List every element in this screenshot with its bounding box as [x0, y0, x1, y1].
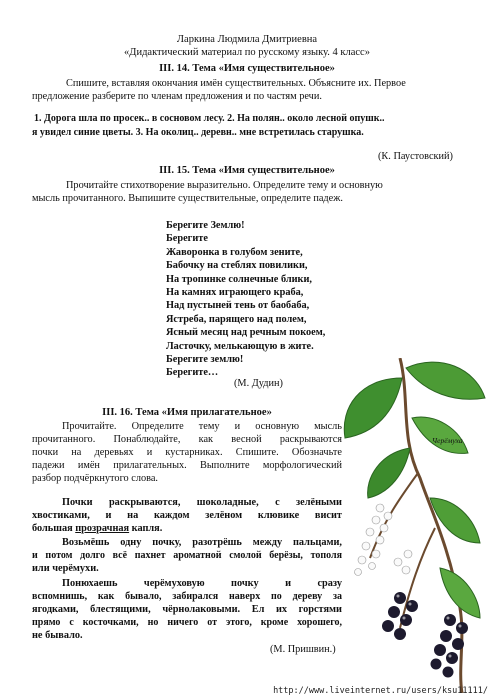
ex16-task-line: почки на деревьях и кустарниках. Спишите. Обозначьте	[32, 447, 342, 458]
header-subtitle: «Дидактический материал по русскому языку. 4 класс»	[124, 47, 370, 58]
poem-line: Берегите…	[166, 367, 219, 379]
footer-url[interactable]: http://www.liveinternet.ru/users/ksu11111/	[273, 686, 488, 696]
poem-line: Жаворонка в голубом зените,	[166, 246, 303, 258]
ex16-text-line	[32, 522, 342, 535]
ex16-task-line: прочитанного. Понаблюдайте, как весной раскрываются	[32, 434, 342, 445]
ex16-text-line: прямо с косточками, но ничего от этого, кроме хорошего,	[32, 617, 342, 628]
poem-line: Бабочку на стеблях повилики,	[166, 260, 308, 272]
ex16-text-fragment: большая	[32, 523, 76, 534]
ex16-author: (М. Пришвин.)	[270, 644, 336, 655]
ex14-task-line2: предложение разберите по членам предложения и по частям речи.	[32, 91, 322, 102]
poem-line: На камнях играющего краба,	[166, 287, 304, 299]
ex15-title: III. 15. Тема «Имя существительное»	[159, 165, 335, 176]
ex14-author: (К. Паустовский)	[378, 151, 453, 162]
berry-cluster	[382, 592, 468, 678]
poem-line: Ласточку, мелькающую в жите.	[166, 340, 314, 352]
leaf	[368, 448, 410, 498]
ex16-text-line: Почки раскрываются, шоколадные, с зелёными	[62, 497, 342, 508]
ex16-task-line: разбор подчёркнутого слова.	[32, 473, 158, 484]
poem-line: Берегите землю!	[166, 354, 244, 366]
ex15-task-line2: мысль прочитанного. Выпишите существительные, определите падеж.	[32, 193, 343, 204]
leaf	[430, 498, 480, 543]
ex16-task-line: падежи имён прилагательных. Выполните морфологический	[32, 460, 342, 471]
ex14-task-line1: Спишите, вставляя окончания имён существительных. Объясните их. Первое	[66, 78, 406, 89]
branch	[400, 528, 435, 628]
ex16-text-line: хвостиками, и на каждом зелёном клювике висит	[32, 510, 342, 521]
ex14-title: III. 14. Тема «Имя существительное»	[159, 63, 335, 74]
illustration-label: Черёмуха	[432, 436, 463, 445]
ex14-text-line1: 1. Дорога шла по просек.. в сосновом лесу. 2. На полян.. около лесной опушк..	[34, 113, 385, 124]
poem-line: Ястреба, парящего над полем,	[166, 313, 307, 325]
poem-line: Берегите	[166, 233, 208, 245]
ex16-text-line: вспомнишь, как бывало, забирался наверх по дереву за	[32, 591, 342, 602]
poem-line: Над пустыней тень от баобаба,	[166, 300, 310, 312]
ex15-author: (М. Дудин)	[234, 378, 283, 389]
ex16-task-line: Прочитайте. Определите тему и основную мысль	[62, 421, 342, 432]
flower-cluster	[355, 504, 413, 576]
ex16-text-line: ягодками, блестящими, чёрнолаковыми. Ел их горстями	[32, 604, 342, 615]
ex16-text-line: Возьмёшь одну почку, разотрёшь между пальцами,	[62, 537, 342, 548]
header-author: Ларкина Людмила Дмитриевна	[176, 34, 318, 45]
ex16-text-line: и потом долго всё пахнет ароматной смолой берёзы, тополя	[32, 550, 342, 561]
ex16-title: III. 16. Тема «Имя прилагательное»	[102, 407, 272, 418]
bird-cherry-illustration	[340, 358, 490, 693]
poem-line: Берегите Землю!	[166, 220, 245, 231]
ex16-text-line: не бывало.	[32, 630, 83, 641]
ex14-text-line2: я увидел синие цветы. 3. На околиц.. деревн.. мне встретилась старушка.	[32, 127, 364, 138]
poem	[166, 219, 366, 380]
poem-line: На тропинке солнечные блики,	[166, 273, 312, 285]
poem-line: Ясный месяц над речным покоем,	[166, 327, 326, 339]
ex15-task-line1: Прочитайте стихотворение выразительно. Определите тему и основную	[66, 180, 383, 191]
leaf	[344, 378, 402, 438]
ex16-text-line: Понюхаешь черёмуховую почку и сразу	[62, 578, 342, 589]
ex16-text-fragment: капля.	[129, 523, 163, 534]
underlined-word: прозрачная	[75, 523, 130, 534]
ex16-text-line: или черёмухи.	[32, 563, 99, 574]
leaf	[406, 362, 485, 399]
